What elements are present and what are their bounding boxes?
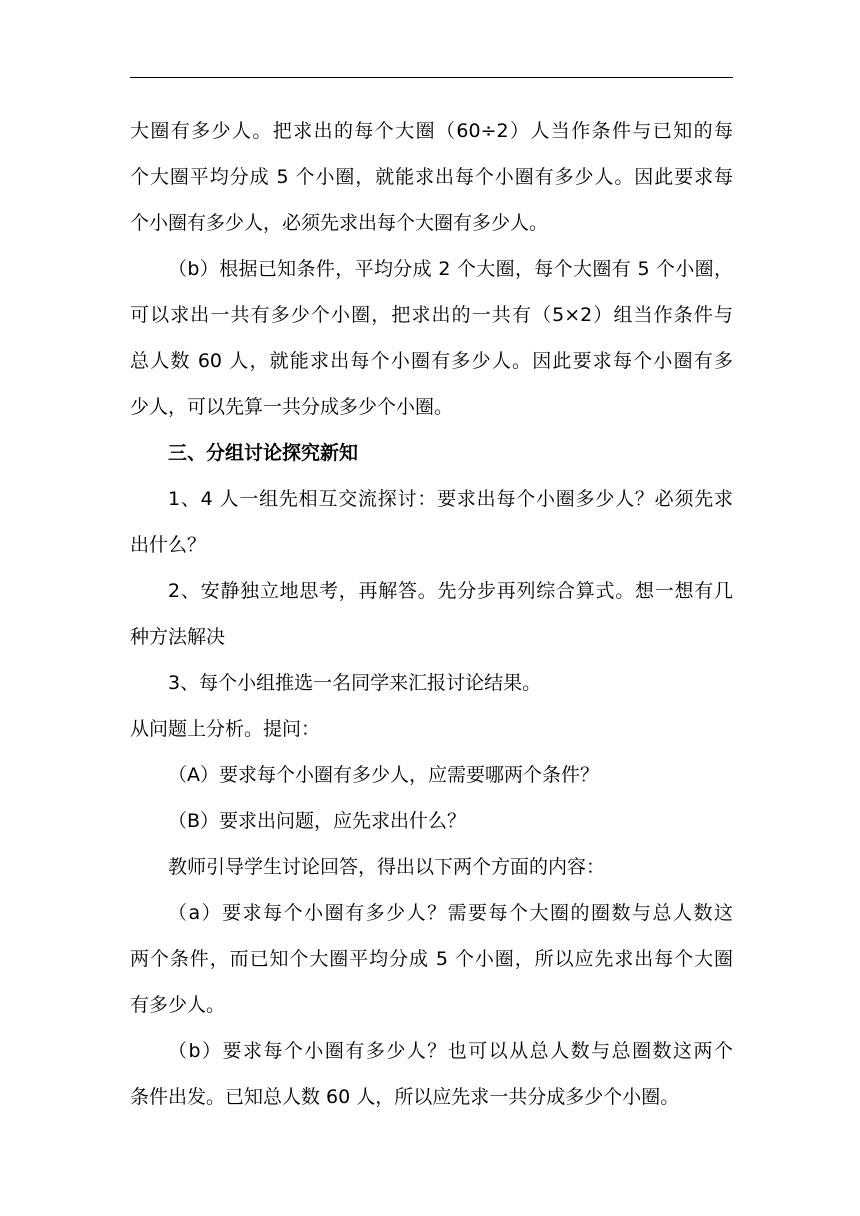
header-rule <box>130 77 733 78</box>
text-line: 两个条件，而已知个大圈平均分成 5 个小圈，所以应先求出每个大圈 <box>130 948 733 970</box>
text-line: （b）要求每个小圈有多少人？也可以从总人数与总圈数这两个 <box>168 1040 733 1062</box>
text-line: 1、4 人一组先相互交流探讨：要求出每个小圈多少人？必须先求 <box>168 488 733 510</box>
text-line: 大圈有多少人。把求出的每个大圈（60÷2）人当作条件与已知的每 <box>130 120 733 142</box>
text-line: 有多少人。 <box>130 994 226 1016</box>
document-body <box>130 108 733 1120</box>
text-line: 种方法解决 <box>130 626 226 648</box>
text-line: 个大圈平均分成 5 个小圈，就能求出每个小圈有多少人。因此要求每 <box>130 166 733 188</box>
text-line: 从问题上分析。提问： <box>130 718 321 740</box>
text-line: （b）根据已知条件，平均分成 2 个大圈，每个大圈有 5 个小圈， <box>168 258 733 280</box>
text-line: 2、安静独立地思考，再解答。先分步再列综合算式。想一想有几 <box>168 580 733 602</box>
section-heading: 三、分组讨论探究新知 <box>168 442 359 464</box>
text-line: 个小圈有多少人，必须先求出每个大圈有多少人。 <box>130 212 549 234</box>
text-line: 出什么？ <box>130 534 207 556</box>
text-line: 条件出发。已知总人数 60 人，所以应先求一共分成多少个小圈。 <box>130 1086 680 1108</box>
text-line: 总人数 60 人，就能求出每个小圈有多少人。因此要求每个小圈有多 <box>130 350 733 372</box>
text-line: 可以求出一共有多少个小圈，把求出的一共有（5×2）组当作条件与 <box>130 304 733 326</box>
text-line: （A）要求每个小圈有多少人，应需要哪两个条件？ <box>168 764 599 786</box>
text-line: 少人，可以先算一共分成多少个小圈。 <box>130 396 454 418</box>
text-line: 教师引导学生讨论回答，得出以下两个方面的内容： <box>168 856 606 878</box>
text-line: （B）要求出问题，应先求出什么？ <box>168 810 467 832</box>
text-line: （a）要求每个小圈有多少人？需要每个大圈的圈数与总人数这 <box>168 902 733 924</box>
text-line: 3、每个小组推选一名同学来汇报讨论结果。 <box>168 672 542 694</box>
